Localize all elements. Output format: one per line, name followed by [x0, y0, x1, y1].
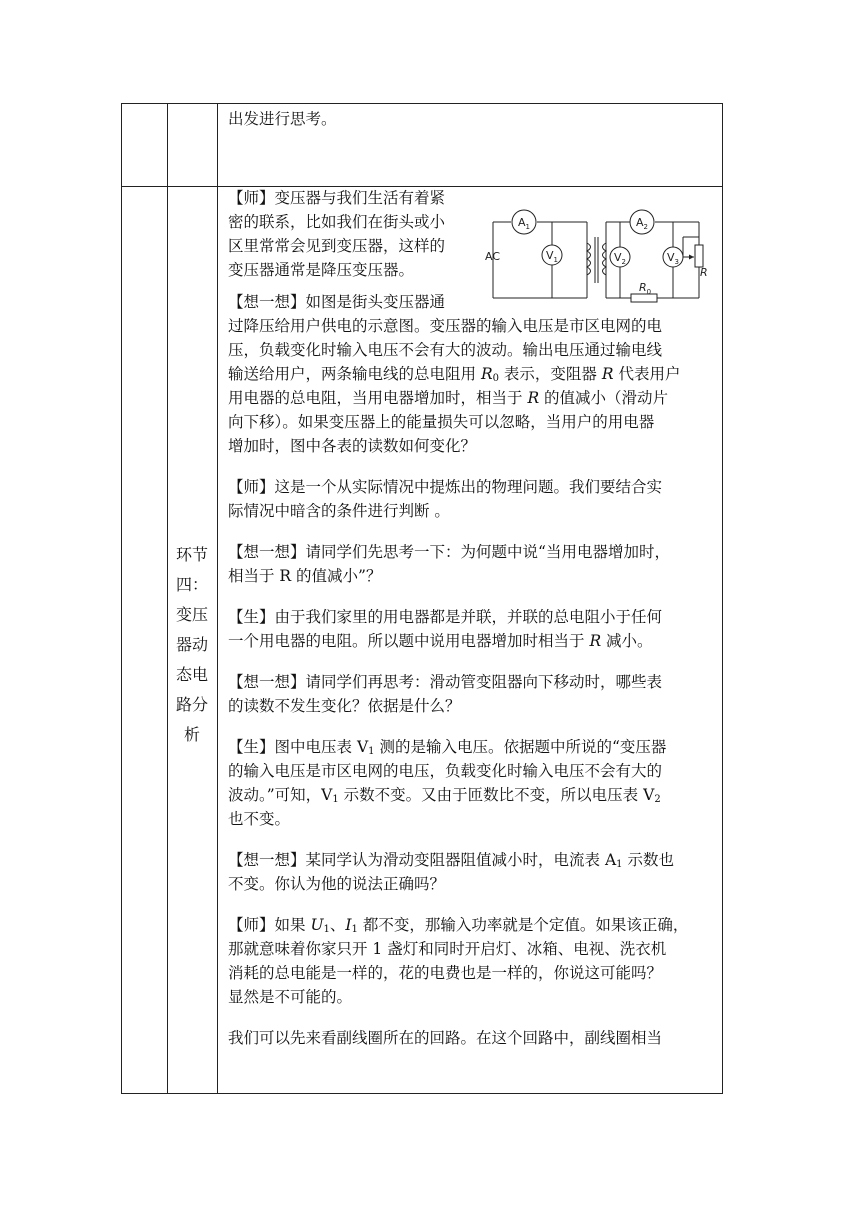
paragraph-think-4: 【想一想】某同学认为滑动变阻器阻值减小时，电流表 $A_1$ 示数也 不变。你认为他的说法正确吗？ — [228, 851, 674, 893]
paragraph-think-3: 【想一想】请同学们再思考：滑动管变阻器向下移动时，哪些表 的读数不发生变化？依据是什么？ — [228, 673, 663, 715]
paragraph-teacher-2: 【师】这是一个从实际情况中提炼出的物理问题。我们要结合实 际情况中暗含的条件进行判断 。 — [228, 478, 663, 520]
section-label-line: 器动 — [175, 635, 208, 654]
section-label-line: 变压 — [175, 605, 208, 624]
section-label-line: 析 — [183, 725, 200, 744]
paragraph-think-2: 【想一想】请同学们先思考一下：为何题中说“当用电器增加时， 相当于 R 的值减小”？ — [228, 543, 670, 585]
section-label-line: 四： — [175, 575, 208, 594]
section-label-line: 路分 — [175, 695, 208, 714]
row1-text: 出发进行思考。 — [228, 110, 337, 128]
lesson-content — [228, 186, 716, 1061]
ammeter-a1-label: $A_1$ — [518, 216, 530, 231]
paragraph-teacher-intro: 【师】变压器与我们生活有着紧 密的联系，比如我们在街头或小 区里常常会见到变压器，这样的 变压器通常是降压变压器。 — [228, 189, 446, 279]
table-top-border — [121, 103, 723, 104]
section-label — [168, 540, 216, 750]
voltmeter-v1-label: $V_1$ — [546, 249, 558, 264]
paragraph-student-1: 【生】由于我们家里的用电器都是并联，并联的总电阻小于任何 一个用电器的电阻。所以题中说用电器增加时相当于 R 减小。 — [228, 608, 663, 650]
paragraph-student-2: 【生】图中电压表 $V_1$ 测的是输入电压。依据题中所说的“变压器 的输入电压是市区电网的电压，负载变化时输入电压不会有大的 波动。”可知，$V_1$ 示数不变。又由于匝数比不变，所以电压表 $V_2$ 也不变。 — [228, 738, 667, 828]
voltmeter-v3-label: $V_3$ — [667, 251, 679, 266]
table-left-border — [121, 103, 122, 1094]
voltmeter-v2-label: $V_2$ — [614, 251, 626, 266]
resistor-r0-label: $R_0$ — [639, 281, 652, 296]
ammeter-a2-label: $A_2$ — [636, 216, 648, 231]
table-bottom-border — [121, 1093, 723, 1094]
section-label-line: 态电 — [175, 665, 208, 684]
section-label-line: 环节 — [175, 545, 208, 564]
paragraph-continuation: 我们可以先来看副线圈所在的回路。在这个回路中，副线圈相当 — [228, 1029, 663, 1047]
rheostat-r-label: R — [700, 266, 708, 279]
table-right-border — [722, 103, 723, 1094]
paragraph-think-1: 【想一想】如图是街头变压器通 过降压给用户供电的示意图。变压器的输入电压是市区电网的电 压，负载变化时输入电压不会有大的波动。输出电压通过输电线 输送给用户，两条输电线的总电阻用 $R_0$ 表示，变阻器 R 代表用户 用电器的总电阻，当用电器增加时，相当于 R 的值减小（滑动片 向下移）。如果变压器上的能量损失可以忽略，当用户的用电器 增加时，图中各表的读数如何变化？ — [228, 293, 681, 455]
col-divider-2 — [217, 103, 218, 1094]
ac-label: AC — [485, 250, 501, 263]
paragraph-teacher-3: 【师】如果 $U_1$、$I_1$ 都不变，那输入功率就是个定值。如果该正确， 那就意味着你家只开 1 盏灯和同时开启灯、冰箱、电视、洗衣机 消耗的总电能是一样的，花的电费也是一样的，你说这可能吗？ 显然是不可能的。 — [228, 916, 689, 1006]
